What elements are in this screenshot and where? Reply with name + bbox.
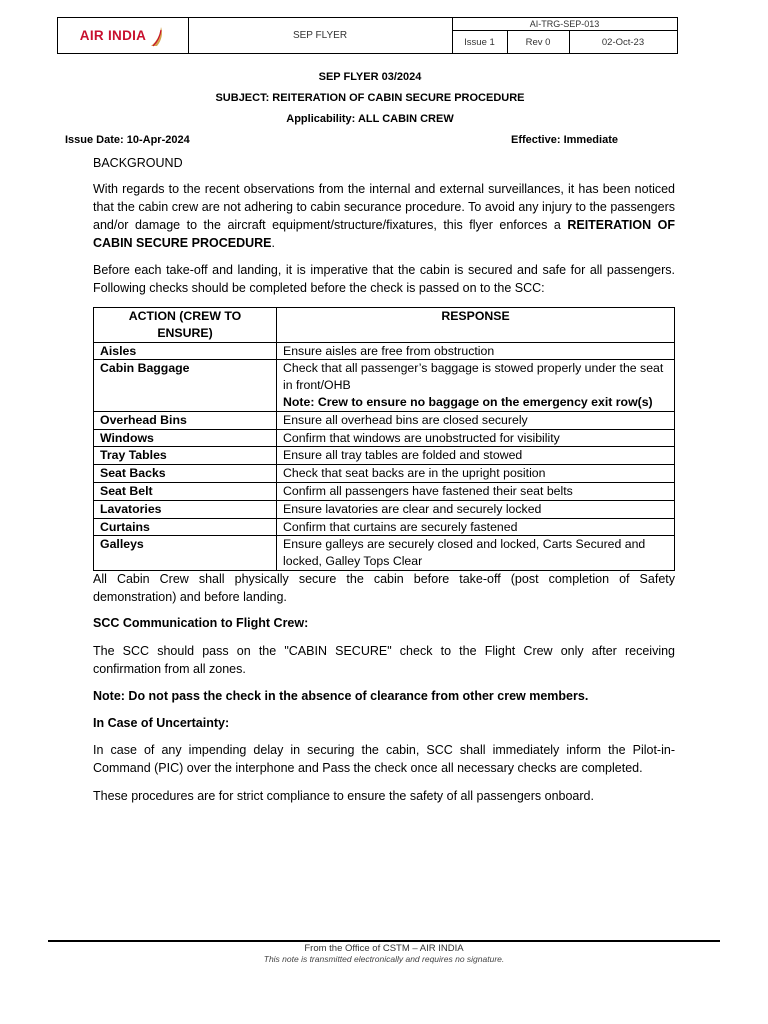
header-title: SEP FLYER [188,18,453,53]
action-cell: Seat Belt [94,482,277,500]
table-row [94,342,675,360]
footer-office: From the Office of CSTM – AIR INDIA [304,943,464,954]
action-cell: Overhead Bins [94,411,277,429]
closing-statement: These procedures are for strict compliance to ensure the safety of all passengers onboard. [93,789,594,803]
checks-intro: Before each take-off and landing, it is imperative that the cabin is secured and safe for all passengers. Following checks should be completed before the check is passed on to the SCC: [93,263,675,295]
logo [58,18,189,53]
flyer-applicability: Applicability: ALL CABIN CREW [286,113,454,125]
response-cell: Ensure aisles are free from obstruction [277,342,675,360]
table-row [94,447,675,465]
response-cell: Check that seat backs are in the upright position [277,465,675,483]
header-date: 02-Oct-23 [601,36,645,48]
response-cell: Confirm all passengers have fastened their seat belts [277,482,675,500]
background-emphasis: REITERATION OF CABIN SECURE PROCEDURE [93,218,675,250]
action-cell: Windows [94,429,277,447]
checks-table [93,307,675,571]
uncertainty-paragraph: In case of any impending delay in securing the cabin, SCC shall immediately inform the Pilot-in-Command (PIC) over the interphone and Pass the check once all necessary checks are completed. [93,743,675,775]
response-cell [277,360,675,411]
table-row [94,518,675,536]
issue-number: Issue 1 [452,31,508,53]
table-row [94,411,675,429]
document-id: AI-TRG-SEP-013 [452,18,677,31]
response-cell: Ensure lavatories are clear and securely locked [277,500,675,518]
footer-disclaimer: This note is transmitted electronically and requires no signature. [263,954,505,964]
table-row [94,500,675,518]
issue-date: Issue Date: 10-Apr-2024 [65,134,190,146]
action-cell: Aisles [94,342,277,360]
flyer-subject: SUBJECT: REITERATION OF CABIN SECURE PROCEDURE [215,92,525,104]
logo-text: AIR INDIA [79,28,147,43]
response-cell: Confirm that windows are unobstructed for visibility [277,429,675,447]
revision-number: Rev 0 [507,31,570,53]
scc-heading: SCC Communication to Flight Crew: [93,616,309,630]
document-header [57,17,678,54]
action-cell: Curtains [94,518,277,536]
table-row [94,465,675,483]
logo-mark-icon [148,24,166,48]
action-cell: Galleys [94,536,277,571]
action-cell: Lavatories [94,500,277,518]
action-cell: Seat Backs [94,465,277,483]
response-note: Note: Crew to ensure no baggage on the emergency exit row(s) [283,394,653,409]
action-cell: Tray Tables [94,447,277,465]
footer-divider [48,940,720,942]
response-cell: Ensure all tray tables are folded and stowed [277,447,675,465]
table-row [94,536,675,571]
table-row [94,429,675,447]
table-row [94,360,675,411]
table-row [94,482,675,500]
background-text: With regards to the recent observations from the internal and external surveillances, it has been noticed that the cabin crew are not adhering to cabin securance procedure. To avoid any injury to the passengers and/or damage to the aircraft equipment/structure/fixatures, this flyer enforces a [93,182,675,232]
response-cell: Ensure galleys are securely closed and locked, Carts Secured and locked, Galley Tops Clear [277,536,675,571]
action-cell: Cabin Baggage [94,360,277,411]
background-heading: BACKGROUND [93,156,183,170]
table-header-row [94,308,675,343]
action-header: ACTION (CREW TO ENSURE) [94,308,277,343]
clearance-note: Note: Do not pass the check in the absence of clearance from other crew members. [93,689,589,703]
scc-paragraph: The SCC should pass on the "CABIN SECURE" check to the Flight Crew only after receiving confirmation from all zones. [93,644,675,676]
response-text: Check that all passenger’s baggage is stowed properly under the seat in front/OHB [283,361,664,393]
uncertainty-heading: In Case of Uncertainty: [93,716,230,730]
response-cell: Ensure all overhead bins are closed securely [277,411,675,429]
flyer-number: SEP FLYER 03/2024 [318,71,422,83]
background-paragraph: With regards to the recent observations from the internal and external surveillances, it has been noticed that the cabin crew are not adhering to cabin securance procedure. To avoid any injury to the passengers and/or damage to the aircraft equipment/structure/fixatures, this flyer enforces a REITERATION OF CABIN SECURE PROCEDURE. [93,182,675,250]
response-header: RESPONSE [277,308,675,343]
response-cell: Confirm that curtains are securely fastened [277,518,675,536]
effective-date: Effective: Immediate [511,134,618,146]
secure-paragraph: All Cabin Crew shall physically secure the cabin before take-off (post completion of Safety demonstration) and before landing. [93,572,675,604]
